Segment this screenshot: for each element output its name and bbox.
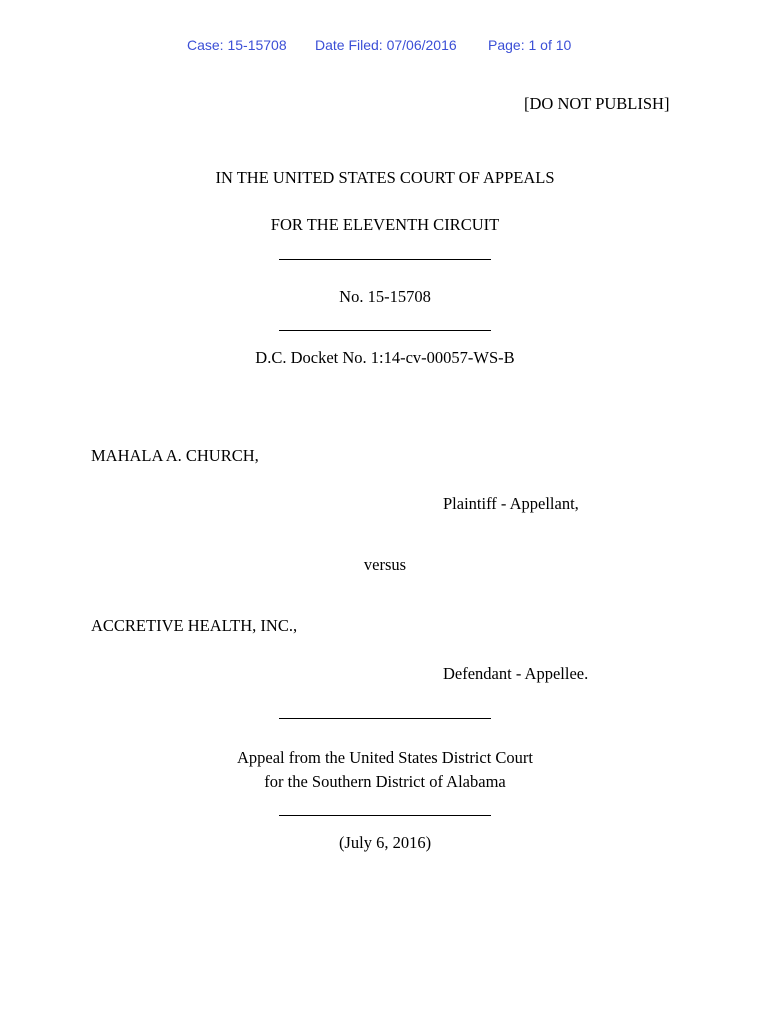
versus-label: versus bbox=[363, 555, 407, 574]
defendant-name: ACCRETIVE HEALTH, INC., bbox=[91, 616, 298, 635]
court-title-line1: IN THE UNITED STATES COURT OF APPEALS bbox=[215, 168, 555, 187]
divider-rule bbox=[279, 718, 491, 719]
decision-date: (July 6, 2016) bbox=[338, 833, 432, 852]
header-date-filed: Date Filed: 07/06/2016 bbox=[315, 37, 457, 53]
plaintiff-role: Plaintiff - Appellant, bbox=[443, 494, 579, 513]
divider-rule bbox=[279, 259, 491, 260]
divider-rule bbox=[279, 815, 491, 816]
appeal-line1: Appeal from the United States District Court bbox=[236, 748, 534, 767]
defendant-role: Defendant - Appellee. bbox=[443, 664, 589, 683]
header-case-number: Case: 15-15708 bbox=[187, 37, 287, 53]
header-page-count: Page: 1 of 10 bbox=[488, 37, 572, 53]
appeal-line2: for the Southern District of Alabama bbox=[264, 772, 506, 791]
docket-number: D.C. Docket No. 1:14-cv-00057-WS-B bbox=[255, 348, 515, 367]
case-number: No. 15-15708 bbox=[339, 287, 431, 306]
publish-note: [DO NOT PUBLISH] bbox=[524, 94, 670, 113]
plaintiff-name: MAHALA A. CHURCH, bbox=[91, 446, 259, 465]
divider-rule bbox=[279, 330, 491, 331]
court-title-line2: FOR THE ELEVENTH CIRCUIT bbox=[270, 215, 500, 234]
